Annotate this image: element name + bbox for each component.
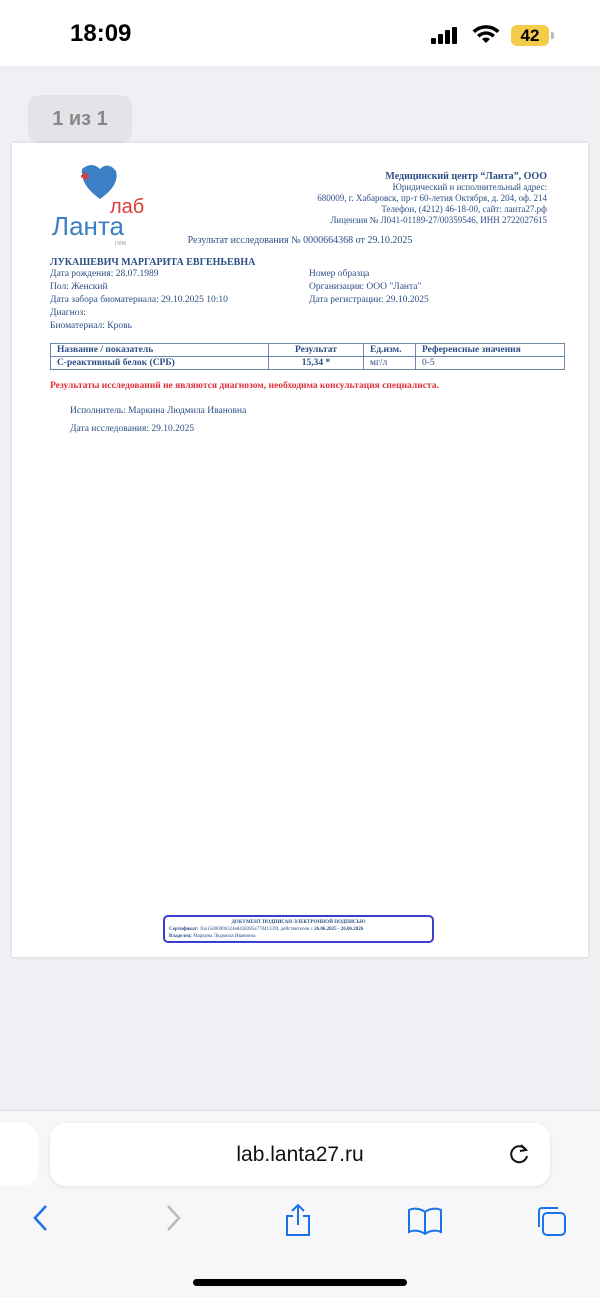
battery-indicator: 42 <box>511 25 549 46</box>
status-bar <box>0 0 600 66</box>
org-address-label: Юридический и исполнительный адрес: <box>392 182 547 192</box>
collection-date: Дата забора биоматериала: 29.10.2025 10:10 <box>50 295 228 305</box>
patient-name: ЛУКАШЕВИЧ МАРГАРИТА ЕВГЕНЬЕВНА <box>50 257 256 268</box>
lanta-logo <box>52 159 152 247</box>
address-bar[interactable] <box>50 1123 550 1186</box>
results-table <box>50 343 565 370</box>
reload-icon[interactable] <box>506 1141 532 1167</box>
page-counter: 1 из 1 <box>28 95 132 143</box>
org-name: Медицинский центр “Ланта”, ООО <box>385 171 547 182</box>
header-unit: Ед.изм. <box>364 344 416 357</box>
owner-label: Владелец: <box>169 934 192 939</box>
logo-year: 1998 <box>114 241 126 247</box>
org-license: Лицензия № Л041-01189-27/00359546, ИНН 2722027615 <box>330 215 547 225</box>
study-date: Дата исследования: 29.10.2025 <box>70 424 195 434</box>
signature-title: ДОКУМЕНТ ПОДПИСАН ЭЛЕКТРОННОЙ ПОДПИСЬЮ <box>231 920 366 925</box>
org-address: 680009, г. Хабаровск, пр-т 60-летия Октября, д. 204, оф. 214 <box>317 193 547 203</box>
org-phone: Телефон, (4212) 46-18-00, сайт: ланта27.рф <box>381 204 547 214</box>
test-ref: 0-5 <box>416 357 565 370</box>
bookmarks-icon[interactable] <box>407 1207 443 1235</box>
owner-name: Маркина Людмила Ивановна <box>193 934 256 939</box>
pdf-page[interactable] <box>12 143 588 957</box>
clock: 18:09 <box>70 20 132 47</box>
test-name: С-реактивный белок (СРБ) <box>51 357 269 370</box>
cellular-signal-icon <box>431 27 459 45</box>
test-unit: мг/л <box>364 357 416 370</box>
back-icon[interactable] <box>30 1203 52 1233</box>
home-indicator[interactable] <box>193 1279 407 1286</box>
registration-date: Дата регистрации: 29.10.2025 <box>309 295 429 305</box>
svg-text:лаб: лаб <box>110 196 145 218</box>
wifi-icon <box>472 24 500 44</box>
executor: Исполнитель: Маркина Людмила Ивановна <box>70 406 247 416</box>
organization: Организация: ООО "Ланта" <box>309 282 422 292</box>
sample-number: Номер образца <box>309 269 370 279</box>
cert-id: 3ba15d0000b324e8438285a77041339f, действителен с <box>199 927 313 932</box>
share-icon[interactable] <box>283 1203 313 1237</box>
table-row <box>51 357 565 370</box>
abnormal-flag: * <box>325 358 331 368</box>
cert-label: Сертификат: <box>169 927 199 932</box>
result-title: Результат исследования № 0000664368 от 29.10.2025 <box>187 235 413 246</box>
forward-icon[interactable] <box>162 1203 184 1233</box>
sex: Пол: Женский <box>50 282 108 292</box>
cert-validity: 26.06.2025 - 26.06.2026 <box>314 927 364 932</box>
e-signature-stamp <box>163 915 434 943</box>
test-result: 15,34 <box>301 358 324 368</box>
browser-toolbar <box>0 1110 600 1297</box>
biomaterial: Биоматериал: Кровь <box>50 321 132 331</box>
header-ref: Референсные значения <box>416 344 565 357</box>
svg-text:Ланта: Ланта <box>52 211 124 239</box>
previous-tab-preview[interactable] <box>0 1123 38 1186</box>
battery-cap <box>551 32 554 39</box>
organization-info <box>317 171 547 226</box>
header-result: Результат <box>269 344 364 357</box>
tabs-icon[interactable] <box>535 1205 569 1237</box>
table-header <box>51 344 565 357</box>
header-name: Название / показатель <box>51 344 269 357</box>
diagnosis: Диагноз: <box>50 308 86 318</box>
url: lab.lanta27.ru <box>236 1143 364 1166</box>
birth-date: Дата рождения: 28.07.1989 <box>50 269 159 279</box>
disclaimer: Результаты исследований не являются диагнозом, необходима консультация специалиста. <box>50 381 439 391</box>
